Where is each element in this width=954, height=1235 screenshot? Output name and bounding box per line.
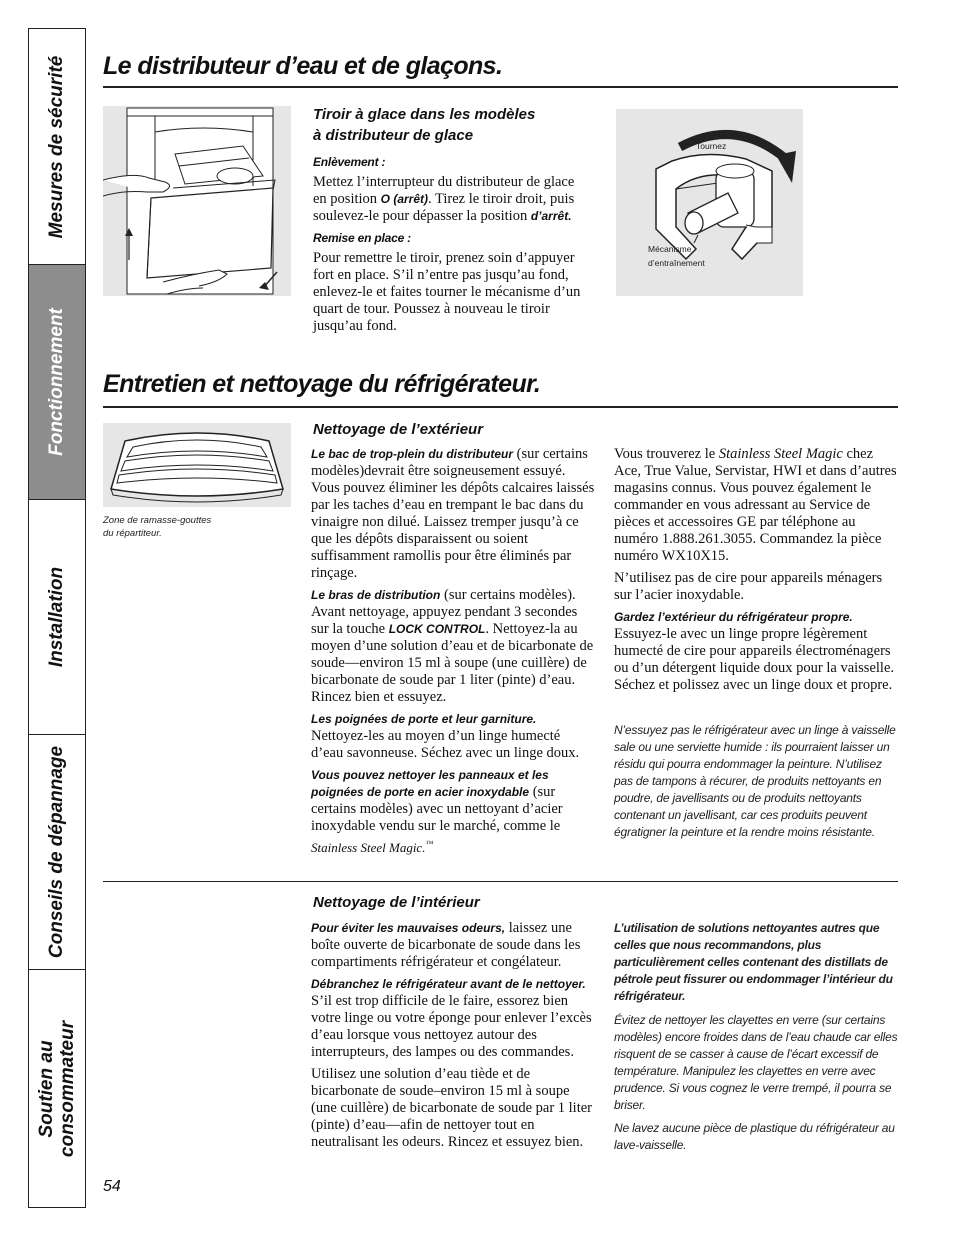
drive-mechanism-illustration bbox=[616, 109, 803, 296]
lock-control-label: LOCK CONTROL bbox=[388, 622, 486, 636]
tab-consumer-support-line1: Soutien au bbox=[36, 1039, 57, 1138]
tab-installation[interactable] bbox=[29, 500, 85, 735]
ice-drawer-illustration bbox=[103, 106, 291, 296]
tab-troubleshooting[interactable] bbox=[29, 735, 85, 970]
tab-troubleshooting-label: Conseils de dépannage bbox=[46, 745, 67, 959]
solution-text: Utilisez une solution d’eau tiède et de bicarbonate de soude–environ 15 ml à soupe (une cuillère) de bicarbonate de soude par 1 liter (pinte) d’eau—afin de nettoyer tout en neutralisant les odeurs. Rincez et essuyez bien. bbox=[311, 1066, 593, 1150]
ice-drawer-heading-line1: Tiroir à glace dans les modèles bbox=[313, 106, 536, 123]
section1-title: Le distributeur d’eau et de glaçons. bbox=[103, 52, 503, 80]
ice-drawer-text bbox=[313, 154, 585, 340]
where-to-buy-brand: Stainless Steel Magic bbox=[718, 446, 843, 462]
door-handles-text: Nettoyez-les au moyen d’un linge humecté d’eau savonneuse. Séchez avec un linge doux. bbox=[311, 728, 580, 761]
odors-bold: Pour éviter les mauvaises odeurs, bbox=[311, 921, 506, 935]
removal-text-2: . Tirez le tiroir droit, puis soulevez-le pour dépasser la position bbox=[313, 191, 575, 224]
keep-clean-bold: Gardez l’extérieur du réfrigérateur propre. bbox=[614, 610, 853, 624]
where-to-buy-text2: chez Ace, True Value, Servistar, HWI et dans d’autres magasins connus. Vous pouvez également le commander en vous adressant au Service de pièces et accessoires GE par téléphone au numéro 1.888.261.3055. Commandez la pièce numéro WX10X15. bbox=[614, 446, 897, 564]
drip-tray-caption-line2: du répartiteur. bbox=[103, 528, 162, 539]
tab-operation-label: Fonctionnement bbox=[46, 308, 67, 456]
page-number: 54 bbox=[103, 1178, 121, 1195]
interior-heading: Nettoyage de l’intérieur bbox=[313, 894, 480, 911]
section1-rule bbox=[103, 86, 898, 88]
interior-rule bbox=[103, 881, 898, 882]
turn-label: Tournez bbox=[696, 141, 727, 151]
replace-text: Pour remettre le tiroir, prenez soin d’appuyer fort en place. S’il n’entre pas jusqu’au fond, enlevez-le et faites tourner le mécanisme d’un quart de tour. Poussez à nouveau le tiroir jusqu’au fond. bbox=[313, 250, 581, 334]
removal-bold-2: d’arrêt. bbox=[530, 209, 572, 223]
cleaners-warning: L’utilisation de solutions nettoyantes autres que celles que nous recommandons, plus particulièrement celles contenant des distillats de pétrole peut fissurer ou endommager l’intérieur du réfrigérateur. bbox=[614, 921, 893, 1003]
tab-safety-label: Mesures de sécurité bbox=[46, 55, 67, 238]
dispenser-arm-bold: Le bras de distribution bbox=[311, 588, 441, 602]
replace-heading: Remise en place : bbox=[313, 231, 411, 245]
dont-wipe-note: N’essuyez pas le réfrigérateur avec un linge à vaisselle sale ou une serviette humide : ils pourraient laisser un résidu qui pourra endommager la peinture. N’utilisez pas de tampons à récurer, de produits nettoyants en poudre, de javellisants ou de produits nettoyants contenant un javellisant, car ces produits peuvent égratigner la peinture et la rendre moins résistante. bbox=[614, 723, 896, 839]
drip-tray-illustration bbox=[103, 423, 291, 507]
section2-rule bbox=[103, 406, 898, 408]
exterior-col2 bbox=[614, 446, 900, 699]
removal-bold-1: O (arrêt) bbox=[380, 192, 429, 206]
mechanism-label-line1: Mécanisme bbox=[648, 244, 692, 254]
drip-tray-caption bbox=[103, 514, 211, 540]
glass-shelves-note: Évitez de nettoyer les clayettes en verre (sur certains modèles) encore froides dans de l’eau chaude car elles risquent de se casser à cause de l’écart excessif de température. Manipulez les clayettes en verre avec prudence. Si vous cognez le verre trempé, il pourra se briser. bbox=[614, 1013, 898, 1112]
section2-title: Entretien et nettoyage du réfrigérateur. bbox=[103, 370, 541, 398]
ice-drawer-heading-line2: à distributeur de glace bbox=[313, 127, 474, 144]
side-tabs bbox=[28, 28, 86, 1208]
unplug-bold: Débranchez le réfrigérateur avant de le nettoyer. bbox=[311, 977, 586, 991]
stainless-brand: Stainless Steel Magic. bbox=[311, 839, 426, 855]
ice-drawer-heading bbox=[313, 104, 535, 146]
exterior-col1 bbox=[311, 446, 595, 862]
overflow-tray-bold: Le bac de trop-plein du distributeur bbox=[311, 447, 514, 461]
tab-consumer-support[interactable] bbox=[29, 970, 85, 1207]
stainless-text: (sur certains modèles) avec un nettoyant d’acier inoxydable vendu sur le marché, comme le bbox=[311, 784, 563, 834]
dispenser-arm-text2: . Nettoyez-la au moyen d’une solution d’eau et de bicarbonate de soude—environ 15 ml à soupe (une cuillère) de bicarbonate de soude par 1 liter (pinte) d’eau. Rincez bien et essuyez. bbox=[311, 621, 594, 705]
dispenser-arm-text1: (sur certains modèles). Avant nettoyage, appuyez pendant 3 secondes sur la touche bbox=[311, 587, 578, 637]
unplug-text: S’il est trop difficile de le faire, essorez bien votre linge ou votre éponge pour enlever l’excès d’eau lorsque vous nettoyez autour des interrupteurs, des lampes ou des commandes. bbox=[311, 993, 592, 1060]
where-to-buy-text1: Vous trouverez le bbox=[614, 446, 719, 462]
dishwasher-note: Ne lavez aucune pièce de plastique du réfrigérateur au lave-vaisselle. bbox=[614, 1121, 895, 1152]
exterior-note bbox=[614, 722, 902, 847]
tab-safety[interactable] bbox=[29, 29, 85, 265]
no-wax-text: N’utilisez pas de cire pour appareils ménagers sur l’acier inoxydable. bbox=[614, 570, 883, 603]
door-handles-bold: Les poignées de porte et leur garniture. bbox=[311, 712, 537, 726]
exterior-heading: Nettoyage de l’extérieur bbox=[313, 421, 484, 438]
tab-consumer-support-label bbox=[36, 1020, 78, 1156]
removal-heading: Enlèvement : bbox=[313, 155, 386, 169]
drip-tray-caption-line1: Zone de ramasse-gouttes bbox=[103, 515, 212, 526]
odors-text: laissez une boîte ouverte de bicarbonate de soude dans les compartiments réfrigérateur et congélateur. bbox=[311, 920, 581, 970]
tab-installation-label: Installation bbox=[46, 566, 67, 668]
removal-text-1: Mettez l’interrupteur du distributeur de glace en position bbox=[313, 174, 575, 207]
interior-col1 bbox=[311, 920, 595, 1156]
keep-clean-text: Essuyez-le avec un linge propre légèrement humecté de cire pour appareils électroménagers ou d’un détergent liquide doux pour la vaisselle. Séchez et polissez avec un linge doux et propre. bbox=[614, 626, 895, 693]
overflow-tray-text: (sur certains modèles)devrait être soigneusement essuyé. Vous pouvez éliminer les dépôts calcaires laissés par les taches d’eau en trempant le bac dans du vinaigre non dilué. Laissez tremper jusqu’à ce que les dépôts disparaissent ou soient suffisamment ramollis pour être éliminés par rinçage. bbox=[311, 446, 595, 581]
interior-col2 bbox=[614, 920, 902, 1160]
tab-consumer-support-line2: consommateur bbox=[57, 1020, 78, 1157]
mechanism-label-line2: d’entraînement bbox=[648, 258, 705, 268]
trademark-symbol: ™ bbox=[425, 839, 434, 848]
stainless-bold: Vous pouvez nettoyer les panneaux et les poignées de porte en acier inoxydable bbox=[311, 768, 549, 799]
tab-operation[interactable] bbox=[29, 265, 85, 500]
